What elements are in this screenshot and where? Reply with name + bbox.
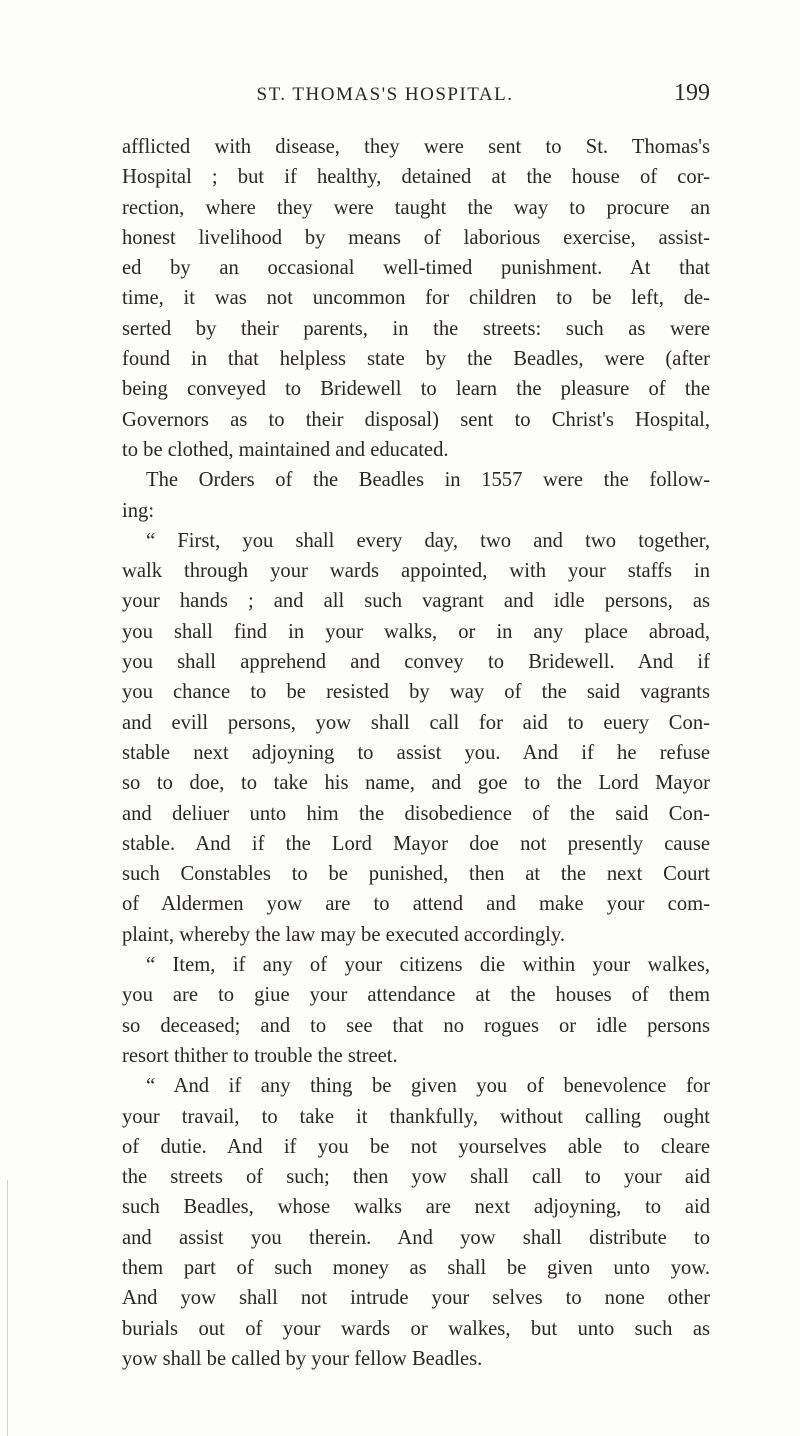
text-line: resort thither to trouble the street. — [122, 1044, 398, 1067]
text-line: you are to giue your attendance at the houses of them — [122, 984, 710, 1007]
text-line: burials out of your wards or walkes, but unto such as — [122, 1317, 710, 1340]
text-line: and evill persons, yow shall call for aid to euery Con- — [122, 711, 710, 734]
paragraph-start-line: “ And if any thing be given you of benevolence for — [146, 1075, 710, 1098]
text-line: such Beadles, whose walks are next adjoyning, to aid — [122, 1196, 710, 1219]
text-line: and deliuer unto him the disobedience of the said Con- — [122, 802, 710, 825]
text-line: afflicted with disease, they were sent to St. Thomas's — [122, 136, 710, 158]
text-line: of Aldermen yow are to attend and make your com- — [122, 893, 710, 916]
text-line: them part of such money as shall be given unto yow. — [122, 1256, 710, 1279]
page-number: 199 — [674, 80, 710, 106]
paragraph-start-line: “ First, you shall every day, two and two together, — [146, 529, 710, 552]
text-line: and assist you therein. And yow shall distribute to — [122, 1226, 710, 1249]
text-line: the streets of such; then yow shall call to your aid — [122, 1166, 710, 1189]
text-line: rection, where they were taught the way to procure an — [122, 196, 710, 219]
page-header — [130, 80, 710, 110]
text-line: Hospital ; but if healthy, detained at the house of cor- — [122, 166, 710, 189]
text-line: found in that helpless state by the Beadles, were (after — [122, 348, 710, 371]
text-line: ing: — [122, 499, 155, 522]
text-line: time, it was not uncommon for children to be left, de- — [122, 287, 710, 310]
text-line: walk through your wards appointed, with your staffs in — [122, 560, 710, 583]
text-line: of dutie. And if you be not yourselves able to cleare — [122, 1135, 710, 1158]
text-line: stable. And if the Lord Mayor doe not presently cause — [122, 832, 710, 855]
text-line: your travail, to take it thankfully, without calling ought — [122, 1105, 710, 1128]
paragraph-start-line: The Orders of the Beadles in 1557 were the follow- — [146, 469, 710, 492]
text-line: such Constables to be punished, then at the next Court — [122, 863, 710, 886]
text-line: to be clothed, maintained and educated. — [122, 438, 449, 461]
body-text — [122, 132, 710, 1374]
text-line: honest livelihood by means of laborious exercise, assist- — [122, 226, 710, 249]
text-line: being conveyed to Bridewell to learn the pleasure of the — [122, 378, 710, 401]
text-line: stable next adjoyning to assist you. And if he refuse — [122, 741, 710, 764]
paragraph-start-line: “ Item, if any of your citizens die within your walkes, — [146, 954, 710, 977]
text-line: your hands ; and all such vagrant and idle persons, as — [122, 590, 710, 613]
text-line: you shall apprehend and convey to Bridewell. And if — [122, 651, 710, 674]
text-line: you chance to be resisted by way of the said vagrants — [122, 681, 710, 704]
text-line: Governors as to their disposal) sent to Christ's Hospital, — [122, 408, 710, 431]
text-line: you shall find in your walks, or in any place abroad, — [122, 620, 710, 643]
text-line: And yow shall not intrude your selves to none other — [122, 1287, 710, 1310]
text-line: so to doe, to take his name, and goe to the Lord Mayor — [122, 772, 710, 795]
text-line: ed by an occasional well-timed punishment. At that — [122, 257, 710, 280]
page-edge-rule — [7, 1180, 8, 1436]
text-line: plaint, whereby the law may be executed accordingly. — [122, 923, 565, 946]
text-line: so deceased; and to see that no rogues or idle persons — [122, 1014, 710, 1037]
text-line: serted by their parents, in the streets: such as were — [122, 317, 710, 340]
text-line: yow shall be called by your fellow Beadles. — [122, 1347, 483, 1370]
running-head: ST. THOMAS'S HOSPITAL. — [256, 84, 514, 105]
